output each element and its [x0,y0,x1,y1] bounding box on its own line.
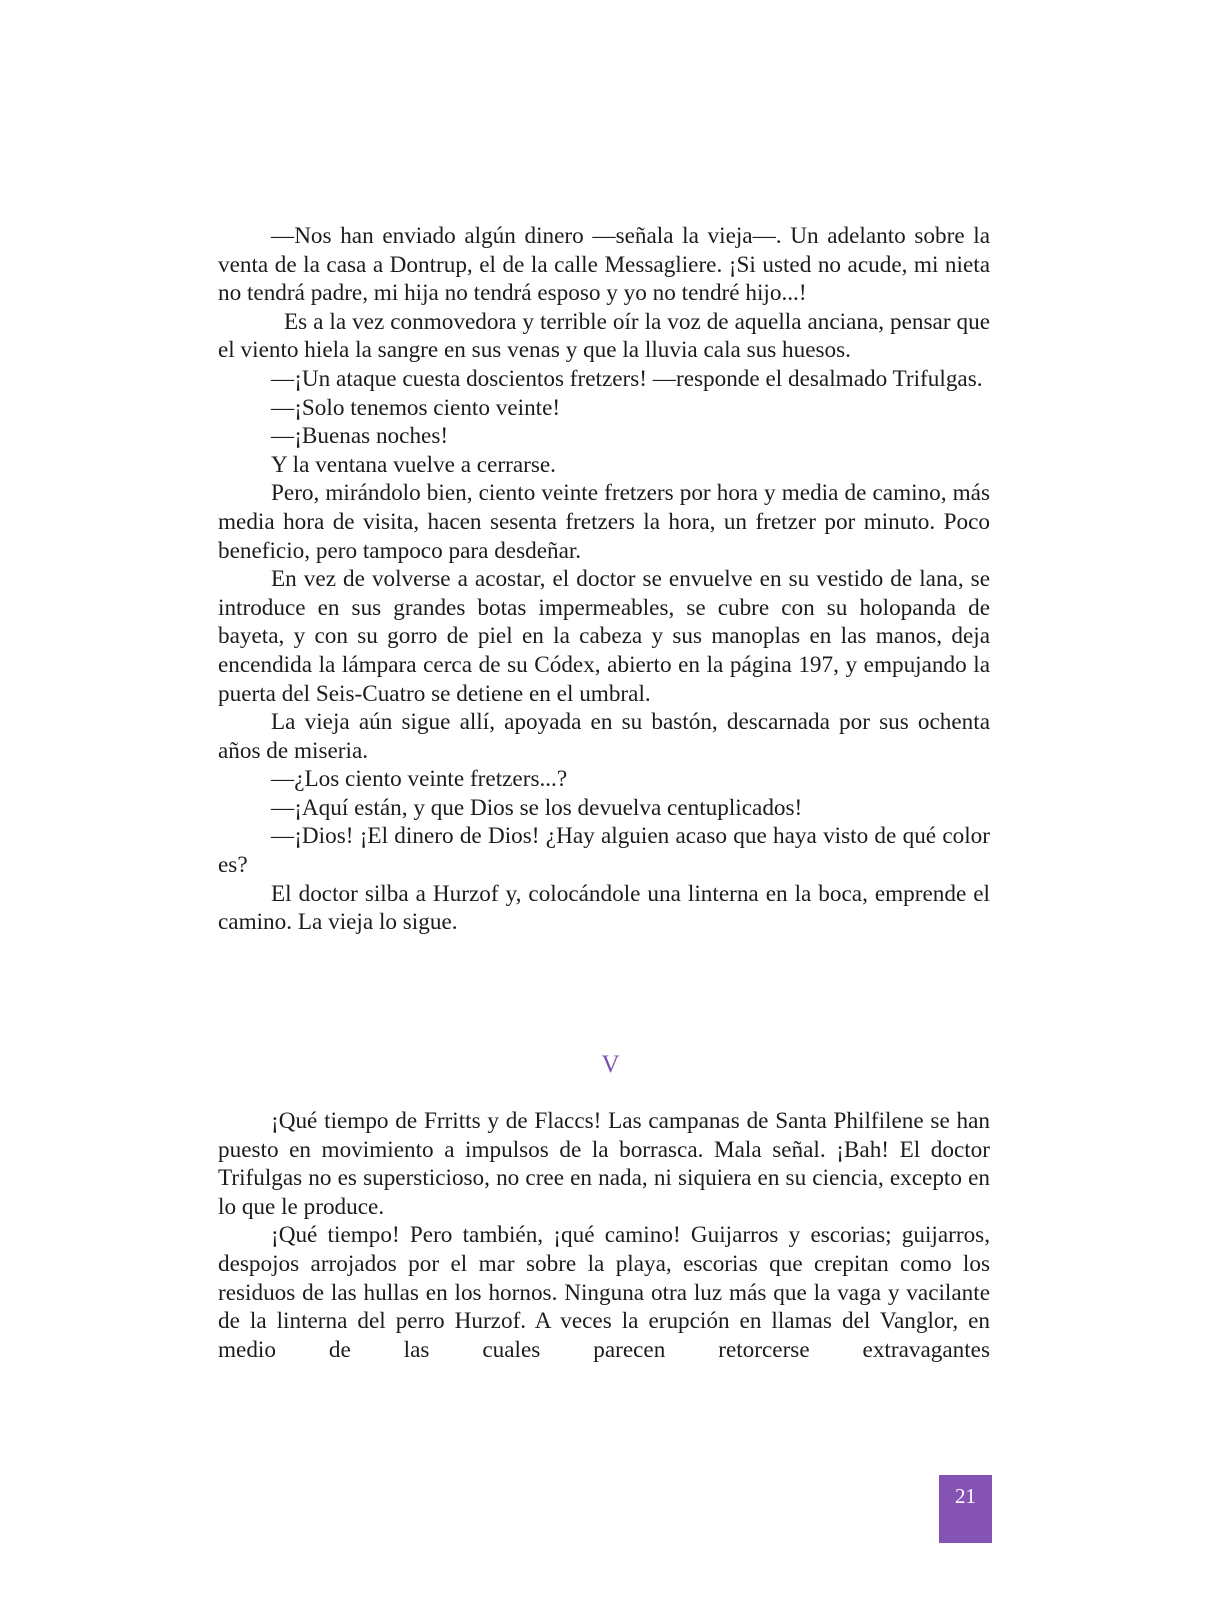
paragraph: —¿Los ciento veinte fretzers...? [271,766,568,793]
text-block-before-section [218,222,990,937]
paragraph: —¡Solo tenemos ciento veinte! [271,394,561,421]
paragraph [218,222,990,308]
paragraph: Es a la vez conmovedora y terrible oír la voz de aquella anciana, pensar que el viento hiela la sangre en sus venas y que la lluvia cala sus huesos. [218,308,990,364]
paragraph: La vieja aún sigue allí, apoyada en su bastón, descarnada por sus ochenta años de miseria. [218,709,990,764]
page-number: 21 [955,1484,976,1508]
text-block-section-v [218,1107,990,1364]
paragraph: Pero, mirándolo bien, ciento veinte fretzers por hora y media de camino, más media hora de visita, hacen sesenta fretzers la hora, un fretzer por minuto. Poco beneficio, pero tampoco para desdeñar. [218,480,990,564]
paragraph: ¡Qué tiempo de Frritts y de Flaccs! Las campanas de Santa Philfilene se han puesto en movimiento a impulsos de la borrasca. Mala señal. ¡Bah! El doctor Trifulgas no es supersticioso, no cree en nada, ni siquiera en su ciencia, excepto en lo que le produce. [218,1108,990,1220]
paragraph: En vez de volverse a acostar, el doctor se envuelve en su vestido de lana, se introduce en sus grandes botas impermeables, se cubre con su holopanda de bayeta, y con su gorro de piel en la cabeza y sus manoplas en las manos, deja encendida la lámpara cerca de su Códex, abierto en la página 197, y empujando la puerta del Seis-Cuatro se detiene en el umbral. [218,566,990,707]
paragraph: Y la ventana vuelve a cerrarse. [271,451,556,478]
paragraph: El doctor silba a Hurzof y, colocándole una linterna en la boca, emprende el camino. La vieja lo sigue. [218,880,990,936]
paragraph: —¡Un ataque cuesta doscientos fretzers! —responde el desalmado Trifulgas. [271,365,983,392]
section-heading: V [601,1051,620,1078]
paragraph: —¡Buenas noches! [271,423,449,450]
paragraph-text: —Nos han enviado algún dinero —señala la vieja—. Un adelanto sobre la venta de la casa a Dontrup, el de la calle Messagliere. ¡Si usted no acude, mi nieta no tendrá padre, mi hija no tendrá esposo y yo no tendré hijo...! [218,223,990,307]
paragraph: —¡Aquí están, y que Dios se los devuelva centuplicados! [271,794,803,821]
page-number-badge [939,1475,992,1543]
paragraph: —¡Dios! ¡El dinero de Dios! ¿Hay alguien acaso que haya visto de qué color es? [218,823,990,879]
paragraph: ¡Qué tiempo! Pero también, ¡qué camino! Guijarros y escorias; guijarros, despojos arrojados por el mar sobre la playa, escorias que crepitan como los residuos de las hullas en los hornos. Ninguna otra luz más que la vaga y vacilante de la linterna del perro Hurzof. A veces la erupción en llamas del Vanglor, en medio de las cuales parecen retorcerse extravagantes [218,1222,990,1363]
